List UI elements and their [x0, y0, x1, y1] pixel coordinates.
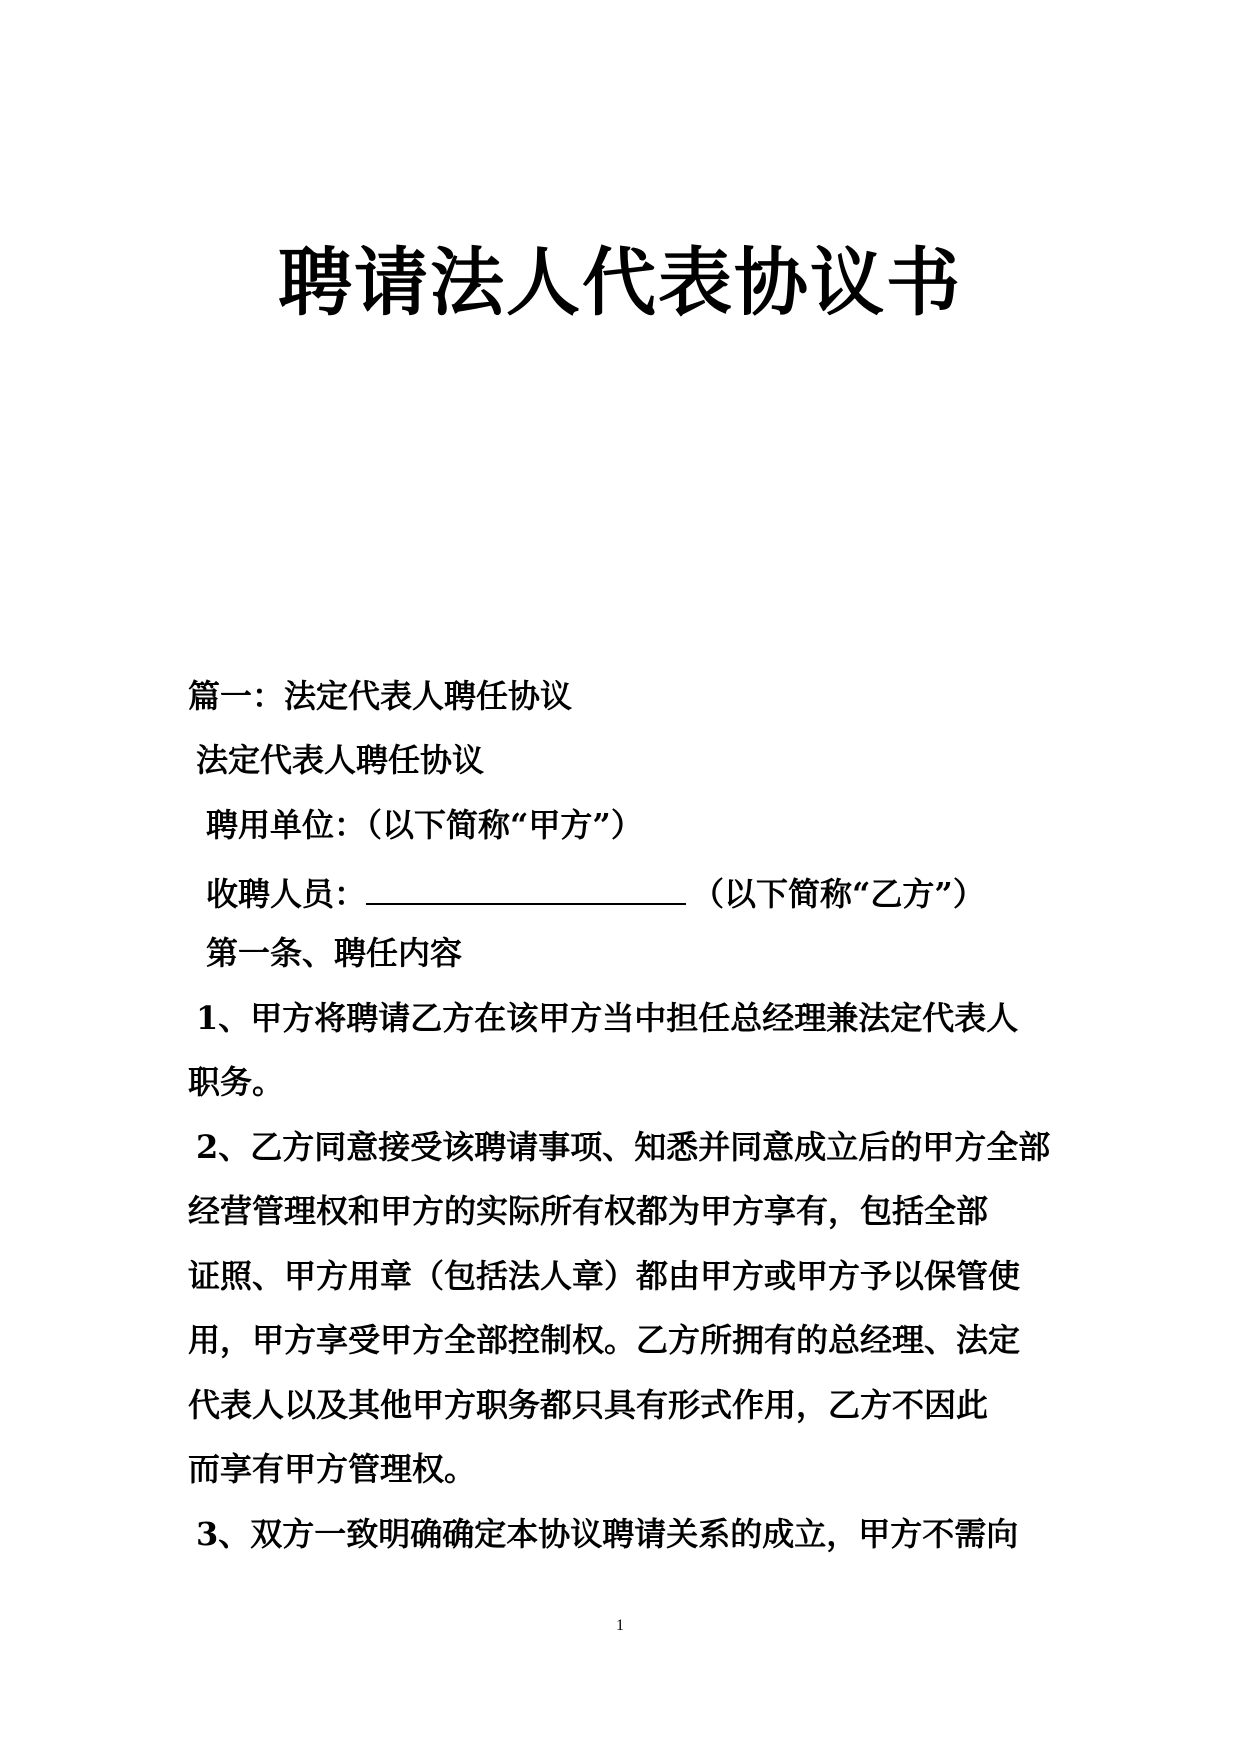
item-1-line-1: 1、甲方将聘请乙方在该甲方当中担任总经理兼法定代表人: [196, 999, 1019, 1037]
employee-name-blank: [366, 869, 686, 905]
section-heading: 篇一：法定代表人聘任协议: [188, 677, 573, 715]
employee-label: 收聘人员：: [206, 875, 367, 913]
agreement-subtitle: 法定代表人聘任协议: [196, 741, 485, 779]
page-number: 1: [616, 1617, 624, 1634]
item-2-line-2: 经营管理权和甲方的实际所有权都为甲方享有，包括全部: [188, 1192, 989, 1230]
employer-line: 聘用单位：（以下简称“甲方”）: [206, 806, 643, 844]
employee-line: [206, 869, 985, 914]
article-one-heading: 第一条、聘任内容: [206, 934, 463, 972]
document-title: 聘请法人代表协议书: [278, 240, 962, 326]
item-2-line-1: 2、乙方同意接受该聘请事项、知悉并同意成立后的甲方全部: [196, 1128, 1051, 1166]
item-1-line-2: 职务。: [188, 1063, 285, 1101]
employee-suffix: （以下简称“乙方”）: [692, 875, 985, 913]
item-2-line-6: 而享有甲方管理权。: [188, 1450, 477, 1488]
item-2-line-5: 代表人以及其他甲方职务都只具有形式作用，乙方不因此: [188, 1386, 989, 1424]
item-2-line-4: 用，甲方享受甲方全部控制权。乙方所拥有的总经理、法定: [188, 1321, 1021, 1359]
item-3-line-1: 3、双方一致明确确定本协议聘请关系的成立，甲方不需向: [196, 1515, 1019, 1553]
item-2-line-3: 证照、甲方用章（包括法人章）都由甲方或甲方予以保管使: [188, 1257, 1021, 1295]
